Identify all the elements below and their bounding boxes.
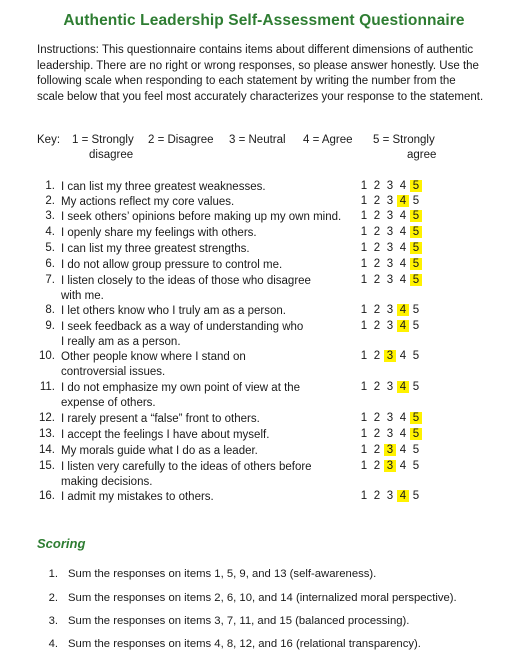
key-5-line2: agree xyxy=(407,149,437,161)
scoring-heading: Scoring xyxy=(37,536,86,551)
item-number: 5. xyxy=(45,242,55,254)
scale-option: 3 xyxy=(386,195,394,207)
selected-response: 5 xyxy=(410,428,422,440)
response-scale xyxy=(358,210,448,225)
item-statement xyxy=(61,210,361,225)
selected-response: 4 xyxy=(397,320,409,332)
scale-option: 4 xyxy=(399,444,407,456)
item-statement-line: I can list my three greatest weaknesses. xyxy=(61,181,266,193)
item-statement xyxy=(61,428,361,443)
scale-option: 4 xyxy=(399,210,407,222)
scoring-step-number: 2. xyxy=(48,592,58,604)
scale-option: 5 xyxy=(412,490,420,502)
scale-option: 1 xyxy=(360,304,368,316)
scale-option: 3 xyxy=(386,258,394,270)
item-number: 9. xyxy=(45,320,55,332)
selected-response: 3 xyxy=(384,350,396,362)
selected-response: 4 xyxy=(397,304,409,316)
selected-response: 3 xyxy=(384,444,396,456)
item-statement xyxy=(61,350,361,380)
selected-response: 4 xyxy=(397,195,409,207)
selected-response: 5 xyxy=(410,258,422,270)
scale-option: 2 xyxy=(373,304,381,316)
scale-option: 4 xyxy=(399,180,407,192)
response-scale xyxy=(358,258,448,273)
scale-option: 2 xyxy=(373,320,381,332)
response-scale xyxy=(358,428,448,443)
selected-response: 5 xyxy=(410,412,422,424)
item-statement xyxy=(61,274,361,304)
response-scale xyxy=(358,242,448,257)
scale-option: 1 xyxy=(360,381,368,393)
item-statement xyxy=(61,381,361,411)
item-statement-line: I do not emphasize my own point of view at the xyxy=(61,382,301,394)
response-scale xyxy=(358,350,448,365)
item-statement xyxy=(61,226,361,241)
scale-option: 5 xyxy=(412,195,420,207)
scale-option: 5 xyxy=(412,304,420,316)
item-number: 14. xyxy=(39,444,55,456)
response-scale xyxy=(358,195,448,210)
scale-option: 3 xyxy=(386,274,394,286)
response-scale xyxy=(358,381,448,396)
scale-option: 1 xyxy=(360,242,368,254)
item-statement xyxy=(61,304,361,319)
scale-option: 2 xyxy=(373,210,381,222)
scale-option: 2 xyxy=(373,226,381,238)
item-statement xyxy=(61,444,361,459)
scale-option: 3 xyxy=(386,428,394,440)
item-number: 2. xyxy=(45,195,55,207)
scale-option: 5 xyxy=(412,320,420,332)
key-label: Key: xyxy=(37,134,61,146)
item-statement xyxy=(61,242,361,257)
scale-option: 2 xyxy=(373,412,381,424)
response-scale xyxy=(358,412,448,427)
scale-option: 1 xyxy=(360,444,368,456)
item-statement xyxy=(61,490,361,505)
key-4: 4 = Agree xyxy=(303,134,353,146)
scoring-step-text: Sum the responses on items 1, 5, 9, and 13 (self-awareness). xyxy=(68,568,377,580)
item-statement xyxy=(61,320,361,350)
selected-response: 5 xyxy=(410,210,422,222)
questionnaire-title: Authentic Leadership Self-Assessment Questionnaire xyxy=(63,12,465,29)
response-scale xyxy=(358,444,448,459)
item-statement xyxy=(61,195,361,210)
item-number: 11. xyxy=(39,381,55,393)
scale-option: 4 xyxy=(399,412,407,424)
response-scale xyxy=(358,180,448,195)
item-statement-line: I let others know who I truly am as a person. xyxy=(61,305,286,317)
selected-response: 5 xyxy=(410,242,422,254)
key-5-line1: 5 = Strongly xyxy=(373,134,435,146)
scoring-step-number: 3. xyxy=(48,615,58,627)
scale-option: 1 xyxy=(360,258,368,270)
item-statement-line: I listen closely to the ideas of those who disagree xyxy=(61,275,311,287)
response-scale xyxy=(358,320,448,335)
item-statement-line: My actions reflect my core values. xyxy=(61,196,235,208)
scale-option: 1 xyxy=(360,428,368,440)
response-scale xyxy=(358,490,448,505)
scale-option: 2 xyxy=(373,381,381,393)
response-scale xyxy=(358,226,448,241)
selected-response: 4 xyxy=(397,490,409,502)
scale-option: 2 xyxy=(373,195,381,207)
item-number: 4. xyxy=(45,226,55,238)
key-2: 2 = Disagree xyxy=(148,134,214,146)
item-number: 7. xyxy=(45,274,55,286)
scale-option: 3 xyxy=(386,412,394,424)
item-statement-line: I rarely present a “false” front to others. xyxy=(61,413,260,425)
instructions-paragraph: Instructions: This questionnaire contains items about different dimensions of authentic leadership. There are no right or wrong responses, so please answer honestly. Use the following scale when responding to each statement by writing the number from the scale below that you feel most accurately characterizes your response to the statement. xyxy=(37,44,484,103)
scale-option: 1 xyxy=(360,210,368,222)
scale-option: 4 xyxy=(399,274,407,286)
item-statement-line: controversial issues. xyxy=(61,366,166,378)
scoring-step-number: 1. xyxy=(48,568,58,580)
scale-option: 1 xyxy=(360,490,368,502)
selected-response: 3 xyxy=(384,460,396,472)
item-statement-line: I seek feedback as a way of understanding who xyxy=(61,321,304,333)
scale-option: 3 xyxy=(386,490,394,502)
item-statement xyxy=(61,180,361,195)
scale-option: 2 xyxy=(373,460,381,472)
item-statement-line: expense of others. xyxy=(61,397,156,409)
item-statement-line: My morals guide what I do as a leader. xyxy=(61,445,258,457)
response-scale xyxy=(358,460,448,475)
item-number: 10. xyxy=(39,350,55,362)
scale-option: 3 xyxy=(386,242,394,254)
item-statement-line: I listen very carefully to the ideas of others before xyxy=(61,461,312,473)
scale-option: 5 xyxy=(412,444,420,456)
scale-option: 1 xyxy=(360,226,368,238)
item-number: 8. xyxy=(45,304,55,316)
scale-option: 3 xyxy=(386,304,394,316)
key-1-line1: 1 = Strongly xyxy=(72,134,134,146)
item-statement xyxy=(61,258,361,273)
key-1-line2: disagree xyxy=(89,149,134,161)
selected-response: 5 xyxy=(410,274,422,286)
selected-response: 5 xyxy=(410,226,422,238)
scale-option: 2 xyxy=(373,444,381,456)
item-statement-line: I seek others’ opinions before making up my own mind. xyxy=(61,211,342,223)
scale-option: 1 xyxy=(360,180,368,192)
scoring-step-text: Sum the responses on items 4, 8, 12, and 16 (relational transparency). xyxy=(68,638,421,650)
scale-option: 2 xyxy=(373,428,381,440)
scale-option: 3 xyxy=(386,320,394,332)
key-3: 3 = Neutral xyxy=(229,134,286,146)
scale-option: 1 xyxy=(360,320,368,332)
item-statement-line: I openly share my feelings with others. xyxy=(61,227,257,239)
item-number: 6. xyxy=(45,258,55,270)
scale-option: 4 xyxy=(399,350,407,362)
scale-option: 4 xyxy=(399,258,407,270)
scale-option: 1 xyxy=(360,274,368,286)
scale-option: 2 xyxy=(373,490,381,502)
scoring-step-text: Sum the responses on items 3, 7, 11, and 15 (balanced processing). xyxy=(68,615,410,627)
scale-option: 3 xyxy=(386,180,394,192)
scale-option: 5 xyxy=(412,381,420,393)
item-number: 1. xyxy=(45,180,55,192)
item-number: 12. xyxy=(39,412,55,424)
item-number: 16. xyxy=(39,490,55,502)
scale-option: 2 xyxy=(373,258,381,270)
scale-key xyxy=(37,133,487,167)
scale-option: 3 xyxy=(386,226,394,238)
scale-option: 1 xyxy=(360,195,368,207)
scale-option: 2 xyxy=(373,242,381,254)
scale-option: 5 xyxy=(412,460,420,472)
response-scale xyxy=(358,274,448,289)
scale-option: 4 xyxy=(399,226,407,238)
item-statement-line: I admit my mistakes to others. xyxy=(61,491,214,503)
scale-option: 2 xyxy=(373,274,381,286)
scale-option: 1 xyxy=(360,412,368,424)
scale-option: 4 xyxy=(399,242,407,254)
selected-response: 5 xyxy=(410,180,422,192)
scoring-step-text: Sum the responses on items 2, 6, 10, and 14 (internalized moral perspective). xyxy=(68,592,457,604)
scale-option: 2 xyxy=(373,180,381,192)
item-statement-line: with me. xyxy=(61,290,104,302)
item-statement-line: I accept the feelings I have about myself. xyxy=(61,429,270,441)
item-statement xyxy=(61,412,361,427)
scoring-step-number: 4. xyxy=(48,638,58,650)
scale-option: 4 xyxy=(399,460,407,472)
item-statement-line: I really am as a person. xyxy=(61,336,181,348)
scale-option: 1 xyxy=(360,460,368,472)
item-statement-line: Other people know where I stand on xyxy=(61,351,246,363)
item-statement-line: I can list my three greatest strengths. xyxy=(61,243,250,255)
item-number: 3. xyxy=(45,210,55,222)
scale-option: 4 xyxy=(399,428,407,440)
scale-option: 2 xyxy=(373,350,381,362)
item-statement-line: I do not allow group pressure to control me. xyxy=(61,259,283,271)
item-statement-line: making decisions. xyxy=(61,476,153,488)
scale-option: 3 xyxy=(386,210,394,222)
item-statement xyxy=(61,460,361,490)
selected-response: 4 xyxy=(397,381,409,393)
item-number: 15. xyxy=(39,460,55,472)
scale-option: 3 xyxy=(386,381,394,393)
item-number: 13. xyxy=(39,428,55,440)
response-scale xyxy=(358,304,448,319)
scale-option: 5 xyxy=(412,350,420,362)
scale-option: 1 xyxy=(360,350,368,362)
